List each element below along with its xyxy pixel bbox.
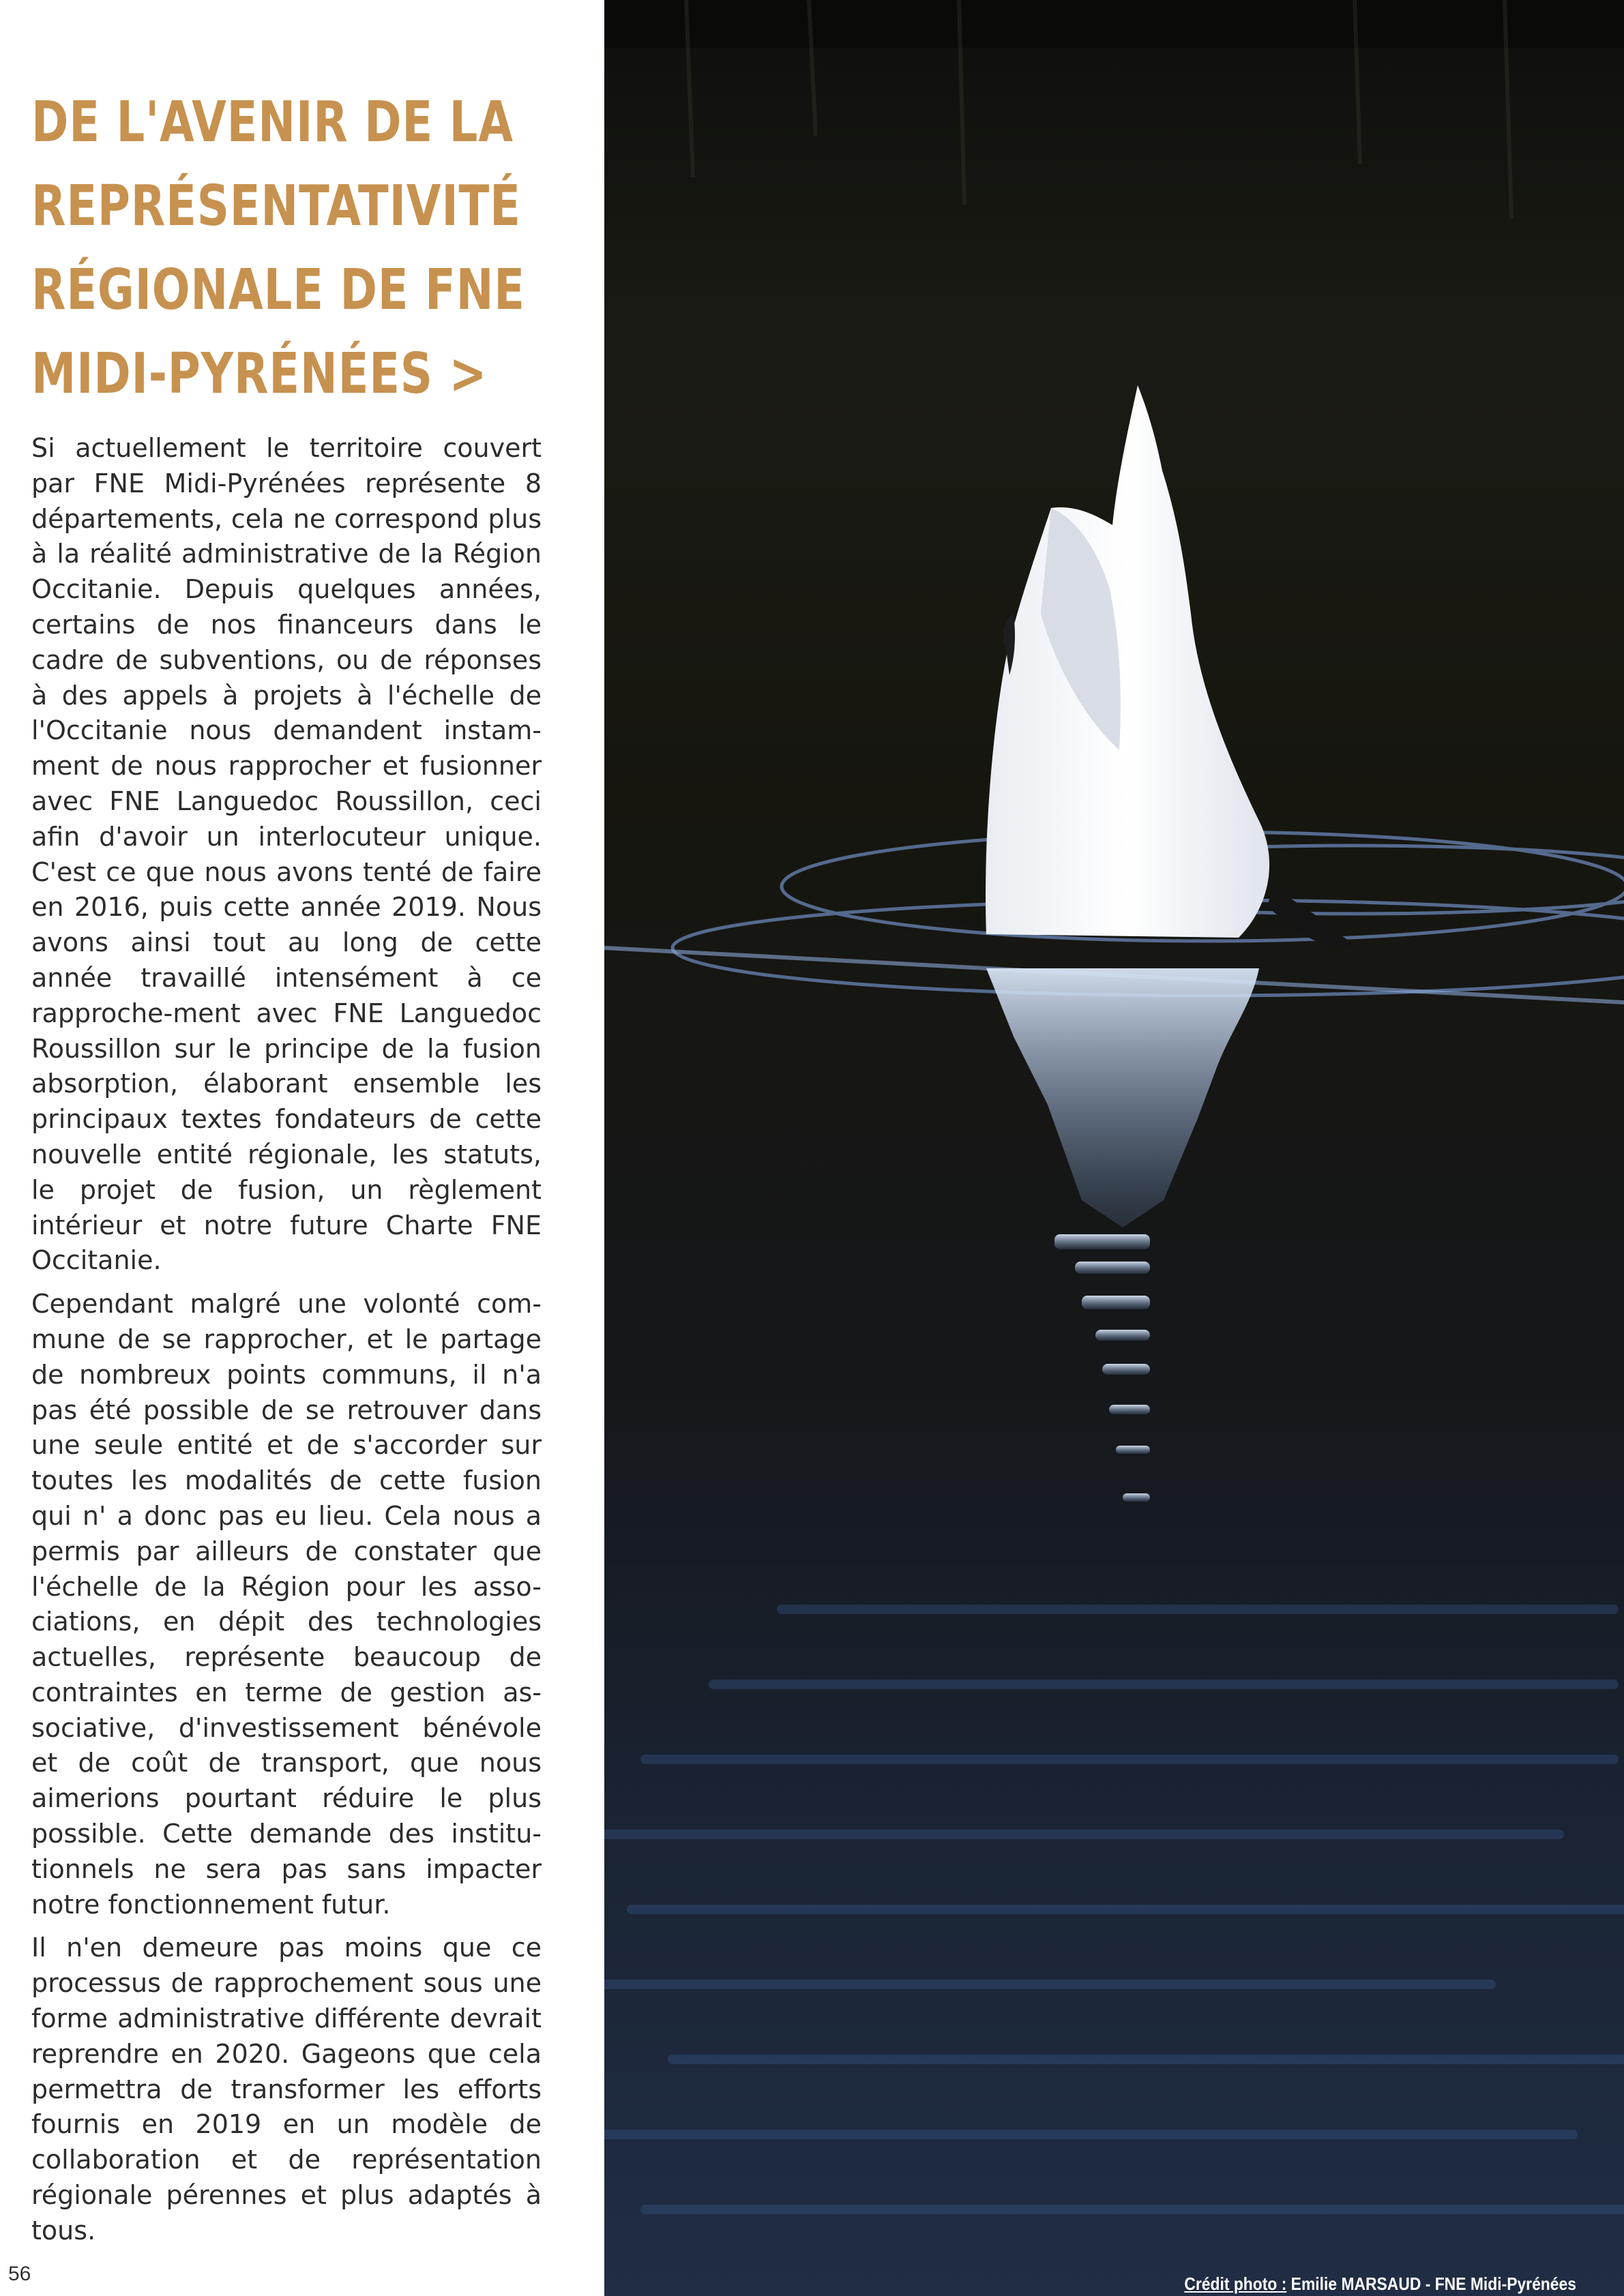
body-paragraph: Si actuellement le territoire couvert par FNE Midi-Pyrénées représente 8 départements, cela ne correspond plus à la réalité administrative de la Région Occitanie. Depuis quelques années, certains de nos financeurs dans le cadre de subventions, ou de réponses à des appels à projets à l'échelle de l'Occitanie nous demandent instam-ment de nous rapprocher et fusionner avec FNE Languedoc Roussillon, ceci afin d'avoir un interlocuteur unique. C'est ce que nous avons tenté de faire en 2016, puis cette année 2019. Nous avons ainsi tout au long de cette année travaillé intensément à ce rapproche-ment avec FNE Languedoc Roussillon sur le principe de la fusion absorption, élaborant ensemble les principaux textes fondateurs de cette nouvelle entité régionale, les statuts, le projet de fusion, un règlement intérieur et notre future Charte FNE Occitanie. (31, 433, 542, 1276)
title-line: RÉGIONALE DE FNE (31, 258, 525, 323)
title-line: DE L'AVENIR DE LA (31, 90, 514, 155)
swan-photo (604, 0, 1624, 2296)
body-paragraph: Il n'en demeure pas moins que ce processus de rapprochement sous une forme administrative différente devrait reprendre en 2020. Gageons que cela permettra de transformer les efforts fournis en 2019 en un modèle de collaboration et de représentation régionale pérennes et plus adaptés à tous. (31, 1933, 542, 2246)
swan-diving-icon (604, 0, 1624, 2296)
article-body (31, 431, 542, 2257)
photo-credit-label: Crédit photo : (1184, 2273, 1287, 2294)
photo-credit-text: Emilie MARSAUD - FNE Midi-Pyrénées (1286, 2273, 1576, 2294)
page-number: 56 (8, 2263, 31, 2285)
body-paragraph: Cependant malgré une volonté com-mune de se rapprocher, et le partage de nombreux points communs, il n'a pas été possible de se retrouver dans une seule entité et de s'accorder sur toutes les modalités de cette fusion qui n' a donc pas eu lieu. Cela nous a permis par ailleurs de constater que l'échelle de la Région pour les asso-ciations, en dépit des technologies actuelles, représente beaucoup de contraintes en terme de gestion as-sociative, d'investissement bénévole et de coût de transport, que nous aimerions pourtant réduire le plus possible. Cette demande des institu-tionnels ne sera pas sans impacter notre fonctionnement futur. (31, 1289, 542, 1920)
article-title (31, 80, 525, 416)
article-column (0, 0, 604, 2296)
title-line: MIDI-PYRÉNÉES > (31, 342, 488, 406)
title-line: REPRÉSENTATIVITÉ (31, 174, 521, 239)
photo-credit (1184, 2273, 1576, 2295)
